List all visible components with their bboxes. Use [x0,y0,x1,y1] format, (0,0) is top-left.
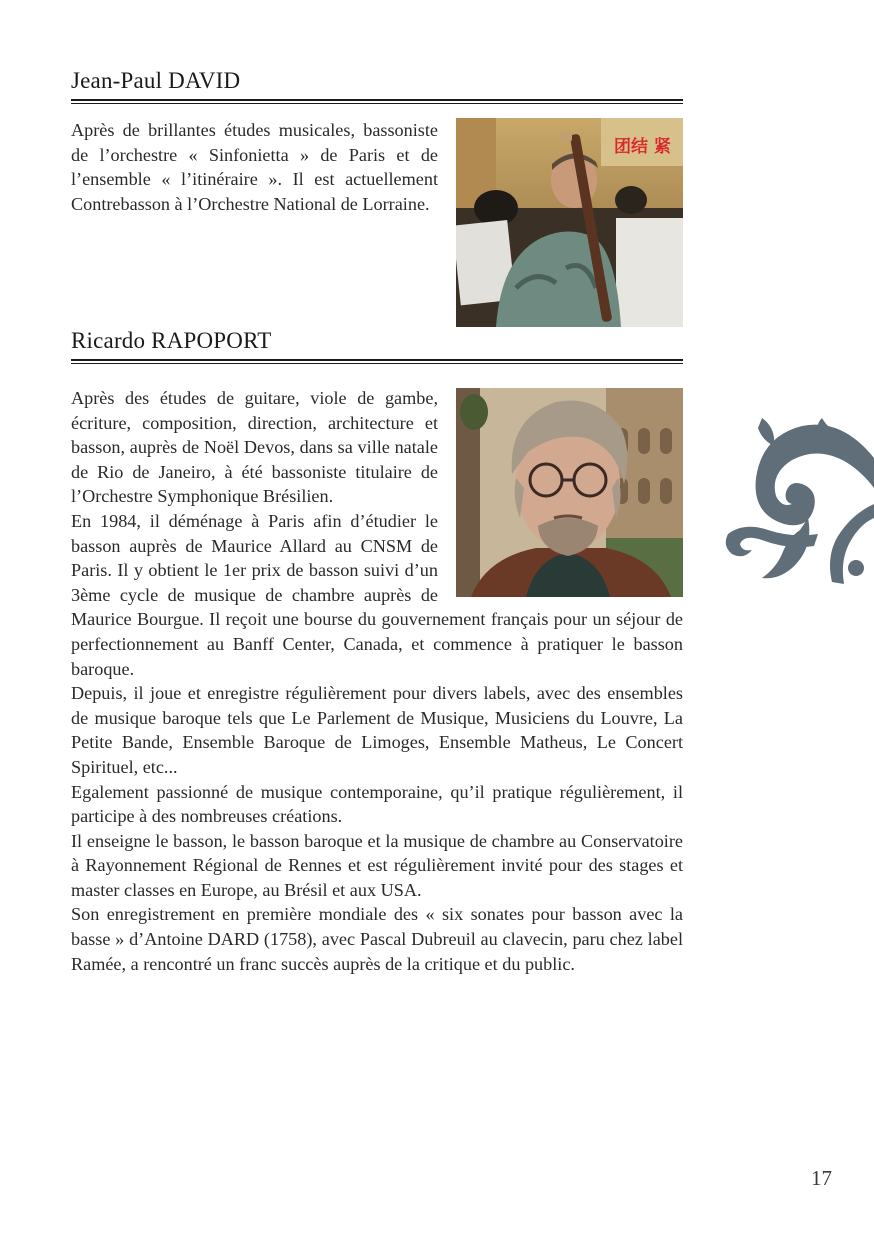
bio-paragraph: Après des études de guitare, viole de gambe, écriture, composition, direction, architecture et basson, auprès de Noël Devos, dans sa ville natale de Rio de Janeiro, à été bassoniste titulaire de l’Orchestre Symphonique Brésilien. [71,388,438,507]
bio-paragraph: Après de brillantes études musicales, bassoniste de l’orchestre « Sinfonietta » de Paris et de l’ensemble « l’itinéraire ». Il est actuellement Contrebasson à l’Orchestre National de Lorraine. [71,120,438,214]
bio-content [71,118,683,216]
photo-sign-text: 团结 紧 [614,137,671,157]
bio-section-david [71,66,683,329]
bio-section-rapoport [71,326,683,976]
bio-paragraph: En 1984, il déménage à Paris afin d’étudier le basson auprès de Maurice Allard au CNSM de Paris. Il y obtient le 1er prix de basson suivi d’un 3ème cycle de musique de chambre auprès de Maurice Bourgue. Il reçoit une bourse du gouvernement français pour un séjour de perfectionnement au Banff Center, Canada, et commence à pratiquer le basson baroque. [71,510,683,679]
bio-paragraph: Egalement passionné de musique contemporaine, qu’il pratique régulièrement, il participe à des nombreuses créations. [71,781,683,827]
flourish-ornament [722,418,874,593]
heading-rule [71,359,683,364]
heading-rule [71,99,683,104]
bio-heading: Ricardo RAPOPORT [71,328,272,353]
bio-paragraph: Il enseigne le basson, le basson baroque et la musique de chambre au Conservatoire à Rayonnement Régional de Rennes et est régulièrement invité pour des stages et master classes en Europe, au Brésil et aux USA. [71,830,683,900]
portrait-photo-bassoonist [456,118,683,327]
bio-content [71,386,683,976]
portrait-photo-man-glasses [456,388,683,597]
bio-paragraph: Depuis, il joue et enregistre régulièrement pour divers labels, avec des ensembles de musique baroque tels que Le Parlement de Musique, Musiciens du Louvre, La Petite Bande, Ensemble Baroque de Limoges, Ensemble Matheus, Le Concert Spirituel, etc... [71,683,683,777]
page-number: 17 [811,1166,832,1190]
bio-paragraph: Son enregistrement en première mondiale des « six sonates pour basson avec la basse » d’Antoine DARD (1758), avec Pascal Dubreuil au clavecin, paru chez label Ramée, a rencontré un franc succès auprès de la critique et du public. [71,904,683,974]
bio-heading: Jean-Paul DAVID [71,68,241,93]
